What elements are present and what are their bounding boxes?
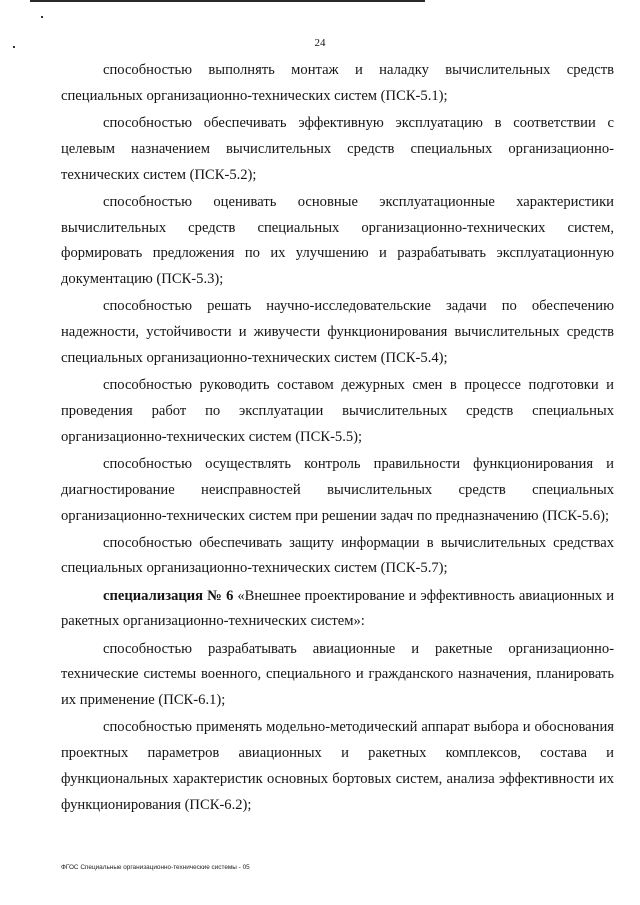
specialization-label: специализация № 6 [103, 587, 234, 604]
paragraph-psk-6-1: способностью разрабатывать авиационные и ракетные организационно-технические системы военного, специального и гражданского назначения, планировать их применение (ПСК-6.1); [61, 640, 614, 709]
page-number: 24 [314, 37, 326, 49]
paragraph-psk-6-2: способностью применять модельно-методический аппарат выбора и обоснования проектных параметров авиационных и ракетных комплексов, состава и функциональных характеристик основных бортовых систем, анализа эффективности их функционирования (ПСК-6.2); [61, 719, 614, 813]
paragraph-psk-5-1: способностью выполнять монтаж и наладку вычислительных средств специальных организационно-технических систем (ПСК-5.1); [61, 62, 614, 104]
paragraph-psk-5-3: способностью оценивать основные эксплуатационные характеристики вычислительных средств специальных организационно-технических систем, формировать предложения по их улучшению и разрабатывать эксплуатационную документацию (ПСК-5.3); [61, 193, 614, 288]
page-footer: ФГОС Специальные организационно-технические системы - 05 [61, 864, 250, 871]
paragraph-psk-5-7: способностью обеспечивать защиту информации в вычислительных средствах специальных организационно-технических систем (ПСК-5.7); [61, 534, 614, 577]
specialization-6-heading: специализация № 6 «Внешнее проектирование и эффективность авиационных и ракетных организационно-технических систем»: [61, 587, 615, 630]
paragraph-psk-5-5: способностью руководить составом дежурных смен в процессе подготовки и проведения работ по эксплуатации вычислительных средств специальных организационно-технических систем (ПСК-5.5); [61, 377, 614, 445]
document-body [61, 58, 614, 820]
paragraph-psk-5-2: способностью обеспечивать эффективную эксплуатацию в соответствии с целевым назначением вычислительных средств специальных организационно-технических систем (ПСК-5.2); [61, 114, 614, 183]
scan-speck [41, 16, 43, 18]
top-scan-rule [30, 0, 425, 2]
paragraph-psk-5-4: способностью решать научно-исследовательские задачи по обеспечению надежности, устойчивости и живучести функционирования вычислительных средств специальных организационно-технических систем (ПСК-5.4); [61, 298, 614, 366]
paragraph-psk-5-6: способностью осуществлять контроль правильности функционирования и диагностирование неисправностей вычислительных средств специальных организационно-технических систем при решении задач по предназначению (ПСК-5.6); [61, 455, 614, 524]
